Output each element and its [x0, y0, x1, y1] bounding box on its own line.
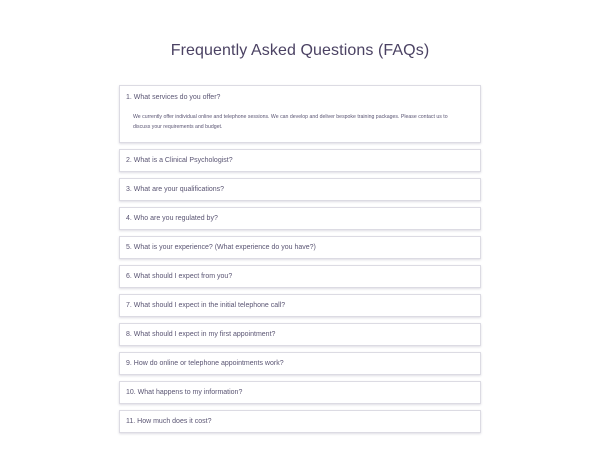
faq-item	[119, 149, 481, 172]
faq-item	[119, 207, 481, 230]
faq-question-toggle[interactable]: 11. How much does it cost?	[126, 418, 212, 425]
faq-item	[119, 236, 481, 259]
page-title: Frequently Asked Questions (FAQs)	[170, 42, 430, 59]
faq-question-toggle[interactable]: 2. What is a Clinical Psychologist?	[126, 157, 233, 164]
faq-question-toggle[interactable]: 4. Who are you regulated by?	[126, 215, 218, 222]
faq-item	[119, 85, 481, 143]
faq-item	[119, 178, 481, 201]
faq-question-toggle[interactable]: 5. What is your experience? (What experience do you have?)	[126, 244, 316, 251]
faq-question-toggle[interactable]: 10. What happens to my information?	[126, 389, 243, 396]
faq-item	[119, 381, 481, 404]
faq-question-toggle[interactable]: 1. What services do you offer?	[126, 94, 221, 101]
faq-item	[119, 352, 481, 375]
faq-question-toggle[interactable]: 8. What should I expect in my first appointment?	[126, 331, 276, 338]
faq-question-toggle[interactable]: 6. What should I expect from you?	[126, 273, 233, 280]
faq-answer: We currently offer individual online and telephone sessions. We can develop and deliver bespoke training packages. Please contact us to discuss your requirements and budget.	[133, 114, 448, 130]
faq-item	[119, 323, 481, 346]
faq-question-toggle[interactable]: 7. What should I expect in the initial telephone call?	[126, 302, 286, 309]
faq-item	[119, 294, 481, 317]
faq-accordion	[119, 85, 481, 439]
faq-question-toggle[interactable]: 3. What are your qualifications?	[126, 186, 225, 193]
faq-item	[119, 410, 481, 433]
faq-item	[119, 265, 481, 288]
faq-question-toggle[interactable]: 9. How do online or telephone appointments work?	[126, 360, 284, 367]
